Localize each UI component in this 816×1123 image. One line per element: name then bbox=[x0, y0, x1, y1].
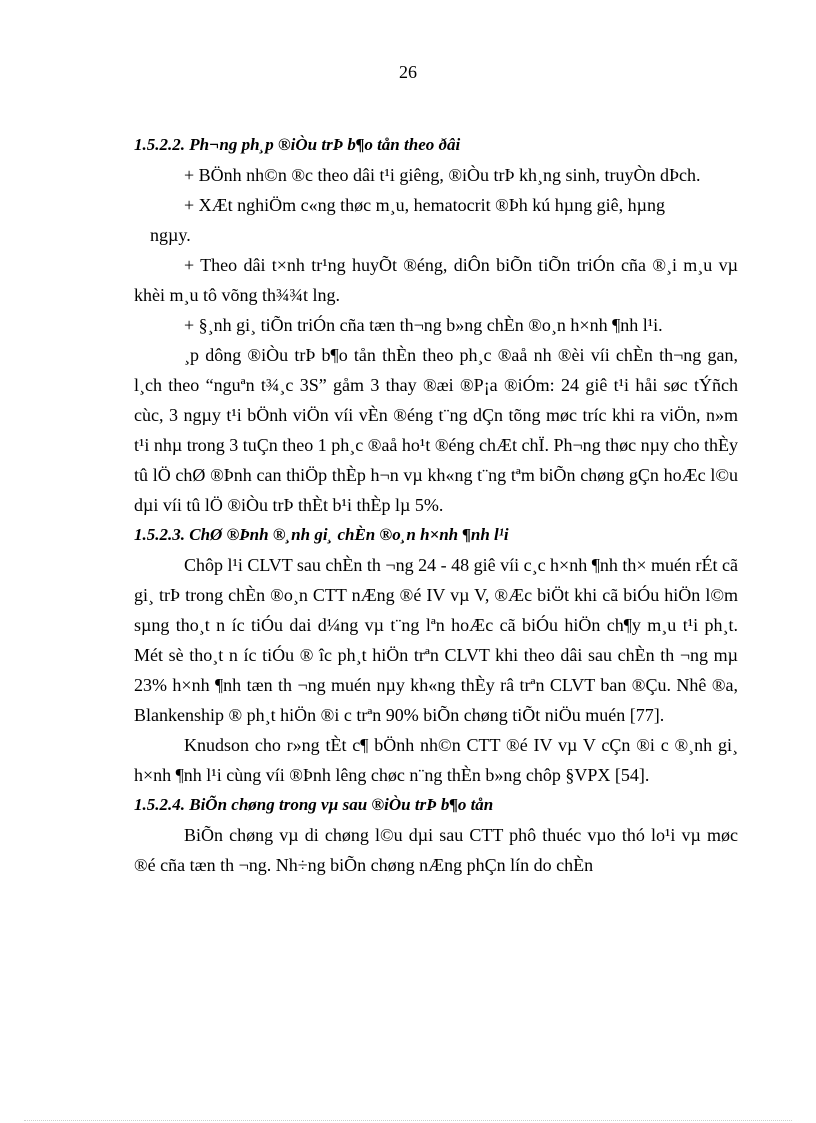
paragraph-bullet-2: + XÆt nghiÖm c«ng thøc m¸u, hematocrit ®Þh kú hµng giê, hµng bbox=[184, 195, 666, 215]
paragraph-bullet-2-continued: ngµy. bbox=[150, 225, 191, 245]
paragraph-body-2: Chôp l¹i CLVT sau chÈn th ¬ng 24 - 48 giê víi c¸c h×nh ¶nh th× muén rÉt cã gi¸ trÞ trong chÈn ®o¸n CTT nÆng ®é IV vµ V, ®Æc biÖt khi cã biÓu hiÖn l©m sµng tho¸t n íc tiÓu dai d¼ng vµ t¨ng lªn hoÆc cã biÓu hiÖn ch¶y m¸u t¹i ph¸t. Mét sè tho¸t n íc tiÓu ® îc ph¸t hiÖn trªn CLVT khi theo dâi sau chÈn th ¬ng mµ 23% h×nh ¶nh tæn th ¬ng muén nµy kh«ng thÈy râ trªn CLVT ban ®Çu. Nhê ®a, Blankenship ® ph¸t hiÖn ®i c trªn 90% biÕn chøng tiÕt niÖu muén [77]. bbox=[134, 555, 738, 725]
section-heading-1-5-2-3: 1.5.2.3. ChØ ®Þnh ®¸nh gi¸ chÈn ®o¸n h×nh ¶nh l¹i bbox=[134, 525, 509, 544]
footer-divider bbox=[24, 1120, 792, 1121]
paragraph-body-4: BiÕn chøng vµ di chøng l©u dµi sau CTT phô thuéc vµo thó lo¹i vµ møc ®é cña tæn th ¬ng. Nh÷ng biÕn chøng nÆng phÇn lín do chÈn bbox=[134, 825, 738, 875]
paragraph-bullet-1: + BÖnh nh©n ®c theo dâi t¹i giêng, ®iÒu trÞ kh¸ng sinh, truyÒn dÞch. bbox=[184, 165, 701, 185]
page-number: 26 bbox=[399, 62, 417, 82]
document-body bbox=[134, 130, 738, 880]
section-heading-1-5-2-4: 1.5.2.4. BiÕn chøng trong vµ sau ®iÒu trÞ b¶o tån bbox=[134, 795, 494, 814]
paragraph-bullet-4: + §¸nh gi¸ tiÕn triÓn cña tæn th¬ng b»ng chÈn ®o¸n h×nh ¶nh l¹i. bbox=[184, 315, 663, 335]
paragraph-bullet-3: + Theo dâi t×nh tr¹ng huyÕt ®éng, diÔn biÕn tiÕn triÓn cña ®¸i m¸u vµ khèi m¸u tô võng th¾¾t lng. bbox=[134, 255, 738, 305]
section-heading-1-5-2-2: 1.5.2.2. Ph¬ng ph¸p ®iÒu trÞ b¶o tån theo ðâi bbox=[134, 135, 461, 154]
paragraph-body-1: ¸p dông ®iÒu trÞ b¶o tån thÈn theo ph¸c ®aå nh ®èi víi chÈn th¬ng gan, l¸ch theo “nguªn t¾¸c 3S” gåm 3 thay ®æi ®P¡a ®iÓm: 24 giê t¹i håi søc tÝñch cùc, 3 ngµy t¹i bÖnh viÖn víi vÈn ®éng t¨ng dÇn tõng møc tríc khi ra viÖn, n»m t¹i nhµ trong 3 tuÇn theo 1 ph¸c ®aå ho¹t ®éng chÆt chÏ. Ph¬ng thøc nµy cho thÈy tû lÖ chØ ®Þnh can thiÖp thÈp h¬n vµ kh«ng t¨ng tªm biÕn chøng gÇn hoÆc l©u dµi víi tû lÖ ®iÒu trÞ thÈt b¹i thÈp lµ 5%. bbox=[134, 345, 738, 515]
paragraph-body-3: Knudson cho r»ng tÈt c¶ bÖnh nh©n CTT ®é IV vµ V cÇn ®i c ®¸nh gi¸ h×nh ¶nh l¹i cùng víi ®Þnh lêng chøc n¨ng thÈn b»ng chôp §VPX [54]. bbox=[134, 735, 738, 785]
